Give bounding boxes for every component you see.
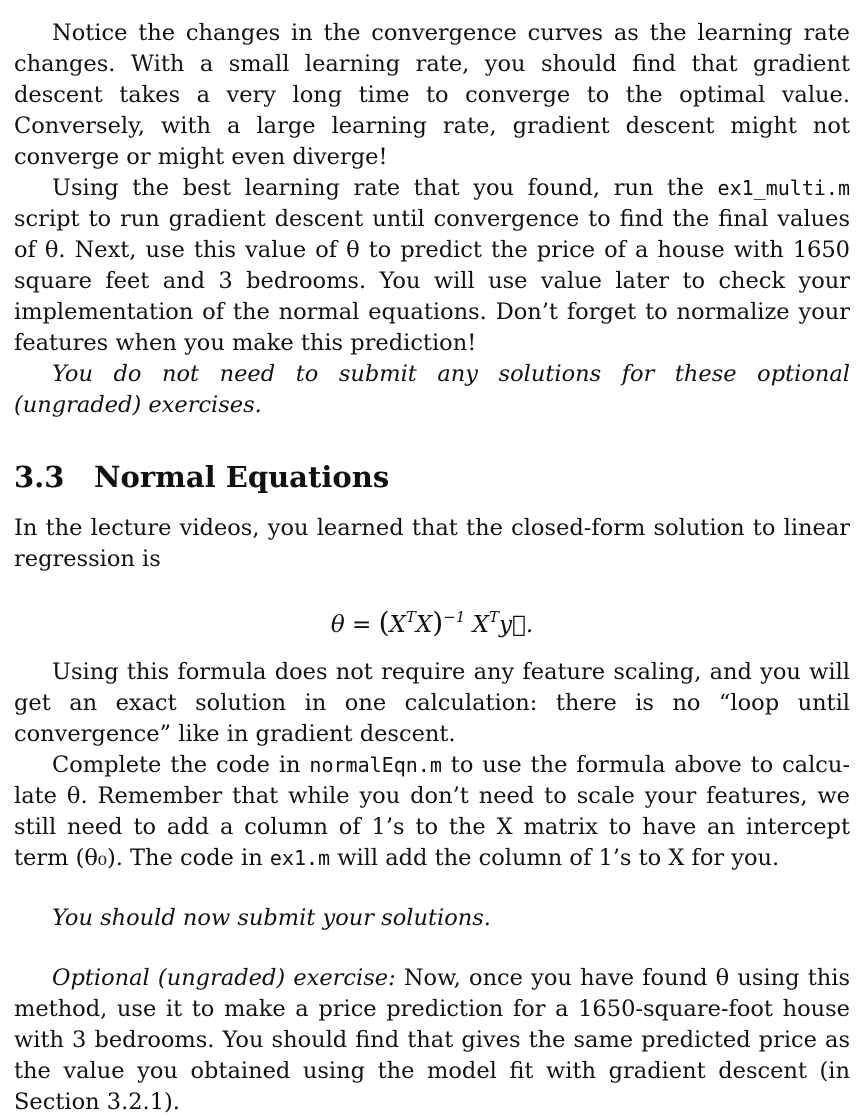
code-ex1-multi: ex1_multi.m <box>717 176 850 200</box>
spacer <box>14 874 850 903</box>
code-ex1: ex1.m <box>269 846 331 870</box>
paragraph-convergence-text: Notice the changes in the convergence curves as the learning rate changes. With a small learning rate, you should find that gradient descent takes a very long time to converge to the optimal value. Conversely, with a large learning rate, gradient descent might not converge or might even diverge! <box>14 20 850 170</box>
paragraph-text: Now, once you have found θ using this method, use it to make a price prediction for a 1650-square-foot house with 3 bedrooms. You should find that gives the same predicted price as the value you obtained using the model fit with gradient descent (in Section 3.2.1). <box>14 965 850 1115</box>
paragraph-text: You should now submit your solutions. <box>52 905 491 931</box>
paragraph-convergence <box>14 18 850 173</box>
paragraph-optional-exercise <box>14 963 850 1118</box>
equation-term: X <box>465 612 490 638</box>
code-normaleqn: normalEqn.m <box>309 753 442 777</box>
paragraph-text: Complete the code in <box>52 752 310 778</box>
equation-inverse-superscript: −1 <box>443 608 466 626</box>
paragraph-lecture-videos <box>14 513 850 575</box>
equation-vector-y: y⃗. <box>499 612 534 638</box>
section-number: 3.3 <box>14 460 65 494</box>
spacer <box>14 934 850 963</box>
equation-right-paren: ) <box>432 606 444 639</box>
paragraph-text: to use the formula above to calcu-late θ. Remember that while you don’t need to scale your features, we still need to add a column of 1’s to the X matrix to have an intercept term (θ₀). The code in <box>14 752 850 871</box>
equation-superscript: T <box>405 608 416 626</box>
equation-term: X <box>389 612 406 638</box>
section-heading <box>14 459 850 495</box>
normal-equation <box>14 603 850 647</box>
italic-lead: Optional (ungraded) exercise: <box>52 965 396 991</box>
paragraph-complete-code <box>14 750 850 874</box>
document-page <box>14 18 850 1118</box>
paragraph-submit-note <box>14 903 850 934</box>
paragraph-optional-note <box>14 359 850 421</box>
equation-lhs: θ = <box>330 612 379 638</box>
section-title: Normal Equations <box>94 460 390 494</box>
equation-left-paren: ( <box>378 606 390 639</box>
paragraph-formula-scaling <box>14 657 850 750</box>
equation-superscript: T <box>489 608 500 626</box>
paragraph-best-learning-rate <box>14 173 850 359</box>
paragraph-text: script to run gradient descent until convergence to find the final values of θ. Next, use this value of θ to predict the price of a house with 1650 square feet and 3 bedrooms. You will use value later to check your implementation of the normal equations. Don’t forget to normalize your features when you make this prediction! <box>14 206 850 356</box>
paragraph-text: Using the best learning rate that you found, run the <box>52 175 718 201</box>
paragraph-text: In the lecture videos, you learned that the closed-form solution to linear regression is <box>14 515 850 572</box>
paragraph-text: Using this formula does not require any feature scaling, and you will get an exact solution in one calculation: there is no “loop until convergence” like in gradient descent. <box>14 659 850 747</box>
paragraph-text: will add the column of 1’s to X for you. <box>330 845 780 871</box>
paragraph-text: You do not need to submit any solutions for these optional (ungraded) exercises. <box>14 361 850 418</box>
equation-term: X <box>415 612 433 638</box>
